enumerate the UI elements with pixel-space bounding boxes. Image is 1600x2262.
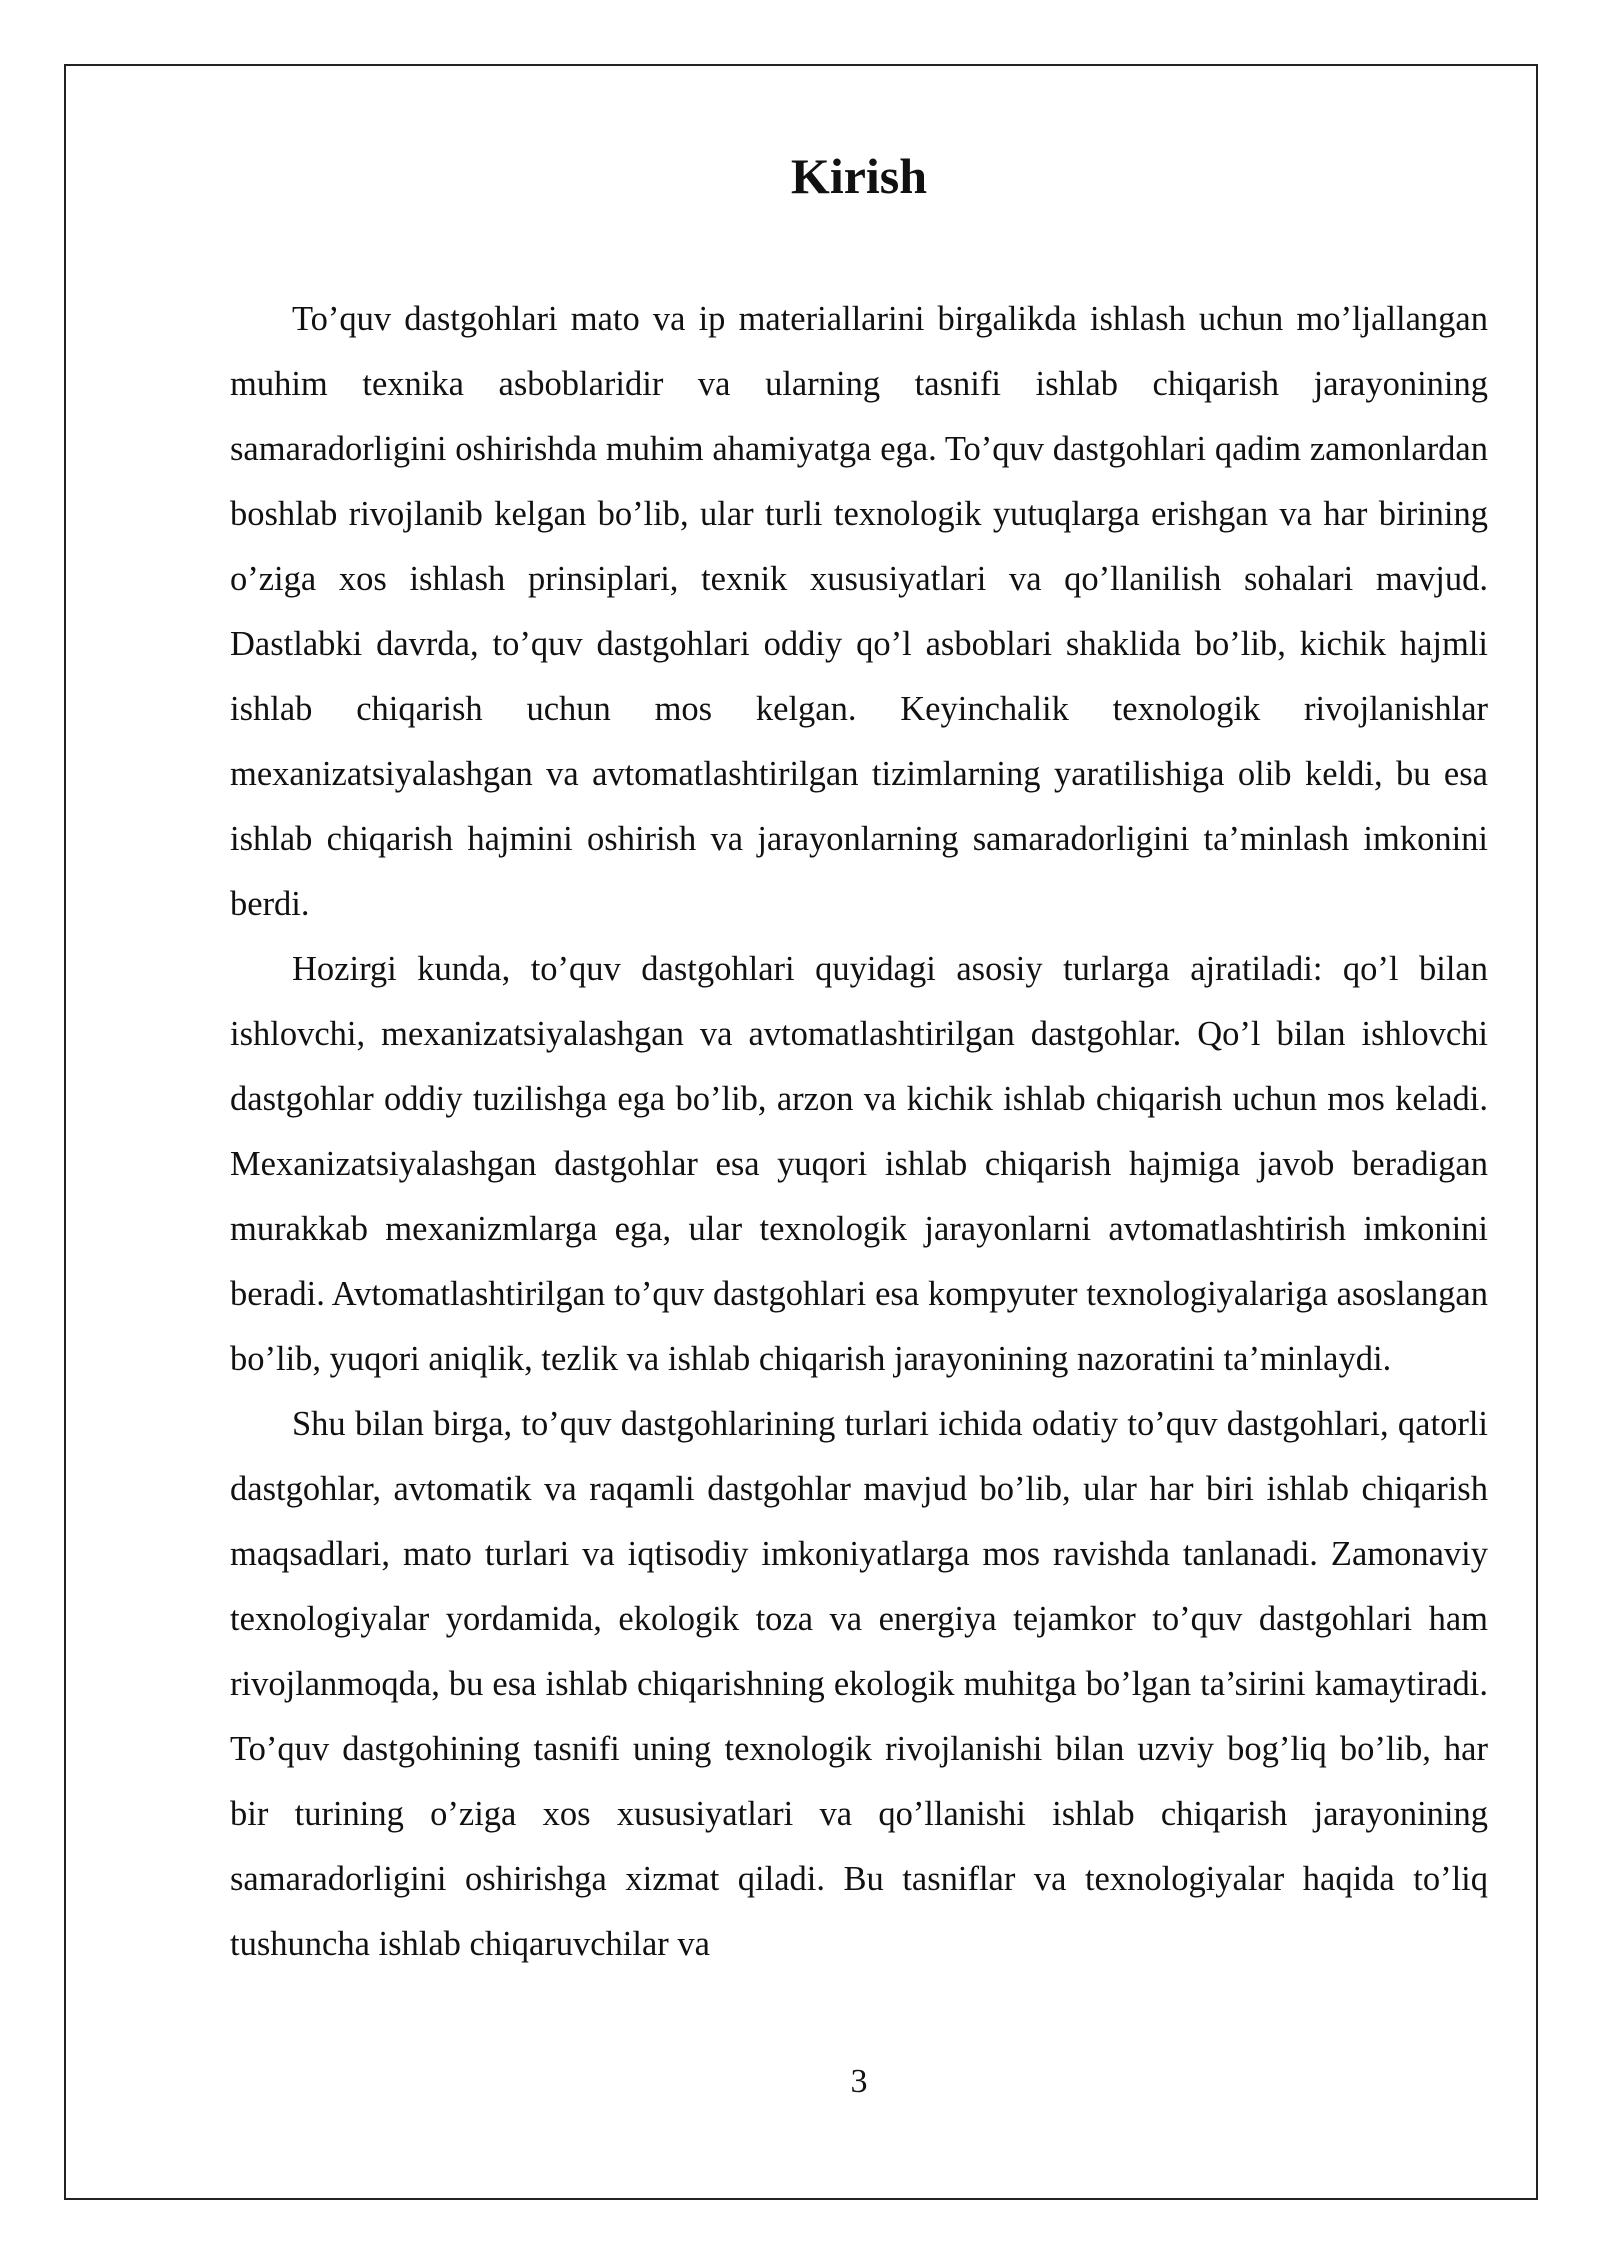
document-body (230, 287, 1488, 1977)
page-number: 3 (850, 2063, 868, 2100)
page-title: Kirish (790, 148, 928, 204)
paragraph: Hozirgi kunda, to’quv dastgohlari quyidagi asosiy turlarga ajratiladi: qo’l bilan ishlovchi, mexanizatsiyalashgan va avtomatlashtirilgan dastgohlar. Qo’l bilan ishlovchi dastgohlar oddiy tuzilishga ega bo’lib, arzon va kichik ishlab chiqarish uchun mos keladi. Mexanizatsiyalashgan dastgohlar esa yuqori ishlab chiqarish hajmiga javob beradigan murakkab mexanizmlarga ega, ular texnologik jarayonlarni avtomatlashtirish imkonini beradi. Avtomatlashtirilgan to’quv dastgohlari esa kompyuter texnologiyalariga asoslangan bo’lib, yuqori aniqlik, tezlik va ishlab chiqarish jarayonining nazoratini ta’minlaydi. (230, 950, 1488, 1378)
paragraph: To’quv dastgohlari mato va ip materiallarini birgalikda ishlash uchun mo’ljallangan muhim texnika asboblaridir va ularning tasnifi ishlab chiqarish jarayonining samaradorligini oshirishda muhim ahamiyatga ega. To’quv dastgohlari qadim zamonlardan boshlab rivojlanib kelgan bo’lib, ular turli texnologik yutuqlarga erishgan va har birining o’ziga xos ishlash prinsiplari, texnik xususiyatlari va qo’llanilish sohalari mavjud. Dastlabki davrda, to’quv dastgohlari oddiy qo’l asboblari shaklida bo’lib, kichik hajmli ishlab chiqarish uchun mos kelgan. Keyinchalik texnologik rivojlanishlar mexanizatsiyalashgan va avtomatlashtirilgan tizimlarning yaratilishiga olib keldi, bu esa ishlab chiqarish hajmini oshirish va jarayonlarning samaradorligini ta’minlash imkonini berdi. (230, 300, 1488, 923)
paragraph: Shu bilan birga, to’quv dastgohlarining turlari ichida odatiy to’quv dastgohlari, qatorli dastgohlar, avtomatik va raqamli dastgohlar mavjud bo’lib, ular har biri ishlab chiqarish maqsadlari, mato turlari va iqtisodiy imkoniyatlarga mos ravishda tanlanadi. Zamonaviy texnologiyalar yordamida, ekologik toza va energiya tejamkor to’quv dastgohlari ham rivojlanmoqda, bu esa ishlab chiqarishning ekologik muhitga bo’lgan ta’sirini kamaytiradi. To’quv dastgohining tasnifi uning texnologik rivojlanishi bilan uzviy bog’liq bo’lib, har bir turining o’ziga xos xususiyatlari va qo’llanishi ishlab chiqarish jarayonining samaradorligini oshirishga xizmat qiladi. Bu tasniflar va texnologiyalar haqida to’liq tushuncha ishlab chiqaruvchilar va (230, 1405, 1488, 1963)
